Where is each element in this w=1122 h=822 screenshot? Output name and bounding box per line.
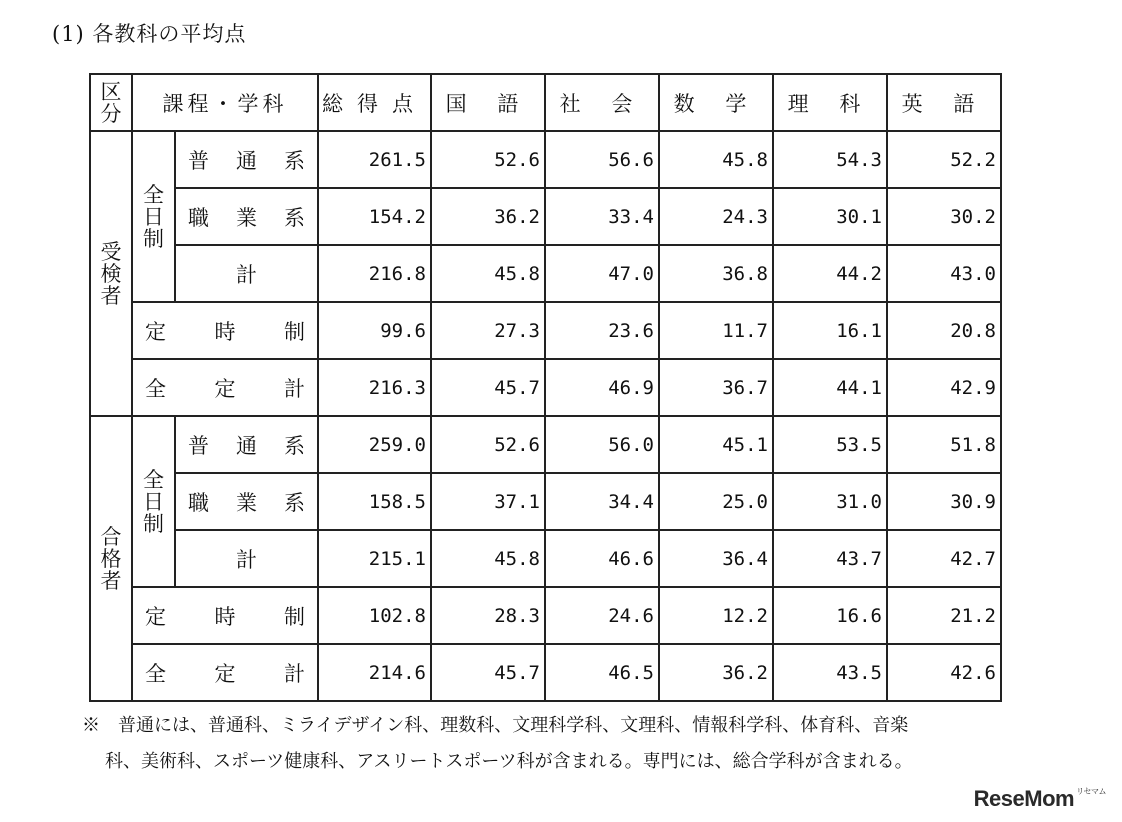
row-label-text: 普 通 系 <box>188 148 305 173</box>
table-row <box>90 359 1001 416</box>
score-cell: 12.2 <box>659 587 773 644</box>
score-cell: 44.1 <box>773 359 887 416</box>
score-cell: 47.0 <box>545 245 659 302</box>
score-cell: 36.2 <box>659 644 773 701</box>
row-label-text: 計 <box>236 262 257 287</box>
score-cell: 102.8 <box>318 587 431 644</box>
table-row <box>90 473 1001 530</box>
score-cell: 16.6 <box>773 587 887 644</box>
score-cell: 158.5 <box>318 473 431 530</box>
score-cell: 24.3 <box>659 188 773 245</box>
score-cell: 46.5 <box>545 644 659 701</box>
score-cell: 36.2 <box>431 188 545 245</box>
table-row <box>90 644 1001 701</box>
row-label-text: 職 業 系 <box>188 205 305 230</box>
average-score-table <box>89 73 1002 702</box>
score-cell: 31.0 <box>773 473 887 530</box>
score-cell: 52.6 <box>431 131 545 188</box>
score-cell: 30.9 <box>887 473 1001 530</box>
footnote-line-1: ※ 普通には、普通科、ミライデザイン科、理数科、文理科学科、文理科、情報科学科、体育科、音楽 <box>82 715 909 736</box>
fulltime-label: 全日制 <box>132 416 175 587</box>
group-label: 受検者 <box>90 131 132 416</box>
math-header: 数 学 <box>659 74 773 131</box>
score-cell: 46.6 <box>545 530 659 587</box>
score-cell: 24.6 <box>545 587 659 644</box>
score-cell: 56.0 <box>545 416 659 473</box>
section-title: (1) 各教科の平均点 <box>52 22 247 46</box>
score-cell: 36.8 <box>659 245 773 302</box>
table-row <box>90 587 1001 644</box>
footnote <box>82 708 1072 780</box>
row-label <box>132 587 318 644</box>
score-cell: 45.8 <box>659 131 773 188</box>
score-cell: 46.9 <box>545 359 659 416</box>
group-label: 合格者 <box>90 416 132 701</box>
row-label <box>175 245 318 302</box>
score-cell: 51.8 <box>887 416 1001 473</box>
table-row <box>90 302 1001 359</box>
row-label-text: 普 通 系 <box>188 433 305 458</box>
kubun-header: 区分 <box>90 74 132 131</box>
table-row <box>90 530 1001 587</box>
score-cell: 53.5 <box>773 416 887 473</box>
score-cell: 27.3 <box>431 302 545 359</box>
row-label-text: 全 定 計 <box>145 376 305 401</box>
row-label <box>175 416 318 473</box>
score-cell: 30.1 <box>773 188 887 245</box>
score-cell: 36.7 <box>659 359 773 416</box>
score-cell: 33.4 <box>545 188 659 245</box>
row-label <box>175 188 318 245</box>
total-score-header: 総得点 <box>318 74 431 131</box>
english-header: 英 語 <box>887 74 1001 131</box>
score-cell: 56.6 <box>545 131 659 188</box>
score-cell: 45.7 <box>431 644 545 701</box>
row-label-text: 定 時 制 <box>145 604 305 629</box>
score-cell: 36.4 <box>659 530 773 587</box>
score-cell: 28.3 <box>431 587 545 644</box>
score-cell: 20.8 <box>887 302 1001 359</box>
score-cell: 42.6 <box>887 644 1001 701</box>
resemom-logo: ReseMom $^{リセマム}$ <box>973 786 1106 811</box>
score-cell: 42.9 <box>887 359 1001 416</box>
header-row <box>90 74 1001 131</box>
score-cell: 37.1 <box>431 473 545 530</box>
score-cell: 52.2 <box>887 131 1001 188</box>
score-cell: 215.1 <box>318 530 431 587</box>
score-cell: 54.3 <box>773 131 887 188</box>
table-body <box>90 131 1001 701</box>
row-label <box>132 644 318 701</box>
row-label <box>175 473 318 530</box>
score-cell: 45.8 <box>431 530 545 587</box>
table-row <box>90 131 1001 188</box>
score-cell: 45.1 <box>659 416 773 473</box>
score-cell: 45.7 <box>431 359 545 416</box>
score-cell: 43.7 <box>773 530 887 587</box>
row-label-text: 全 定 計 <box>145 661 305 686</box>
score-cell: 23.6 <box>545 302 659 359</box>
score-cell: 16.1 <box>773 302 887 359</box>
score-cell: 45.8 <box>431 245 545 302</box>
score-cell: 259.0 <box>318 416 431 473</box>
score-cell: 34.4 <box>545 473 659 530</box>
fulltime-label: 全日制 <box>132 131 175 302</box>
footnote-line-2: 科、美術科、スポーツ健康科、アスリートスポーツ科が含まれる。専門には、総合学科が含まれる。 <box>105 751 913 772</box>
score-cell: 44.2 <box>773 245 887 302</box>
score-cell: 214.6 <box>318 644 431 701</box>
social-header: 社 会 <box>545 74 659 131</box>
score-cell: 216.8 <box>318 245 431 302</box>
score-cell: 216.3 <box>318 359 431 416</box>
course-header: 課程・学科 <box>132 74 318 131</box>
row-label-text: 定 時 制 <box>145 319 305 344</box>
score-cell: 25.0 <box>659 473 773 530</box>
japanese-header: 国 語 <box>431 74 545 131</box>
row-label-text: 計 <box>236 547 257 572</box>
row-label-text: 職 業 系 <box>188 490 305 515</box>
score-cell: 261.5 <box>318 131 431 188</box>
score-cell: 11.7 <box>659 302 773 359</box>
row-label <box>132 359 318 416</box>
science-header: 理 科 <box>773 74 887 131</box>
row-label <box>175 530 318 587</box>
score-cell: 30.2 <box>887 188 1001 245</box>
row-label <box>175 131 318 188</box>
score-cell: 52.6 <box>431 416 545 473</box>
score-cell: 43.0 <box>887 245 1001 302</box>
table-row <box>90 245 1001 302</box>
score-cell: 99.6 <box>318 302 431 359</box>
score-cell: 42.7 <box>887 530 1001 587</box>
score-cell: 43.5 <box>773 644 887 701</box>
table-row <box>90 416 1001 473</box>
score-cell: 154.2 <box>318 188 431 245</box>
score-cell: 21.2 <box>887 587 1001 644</box>
row-label <box>132 302 318 359</box>
table-row <box>90 188 1001 245</box>
